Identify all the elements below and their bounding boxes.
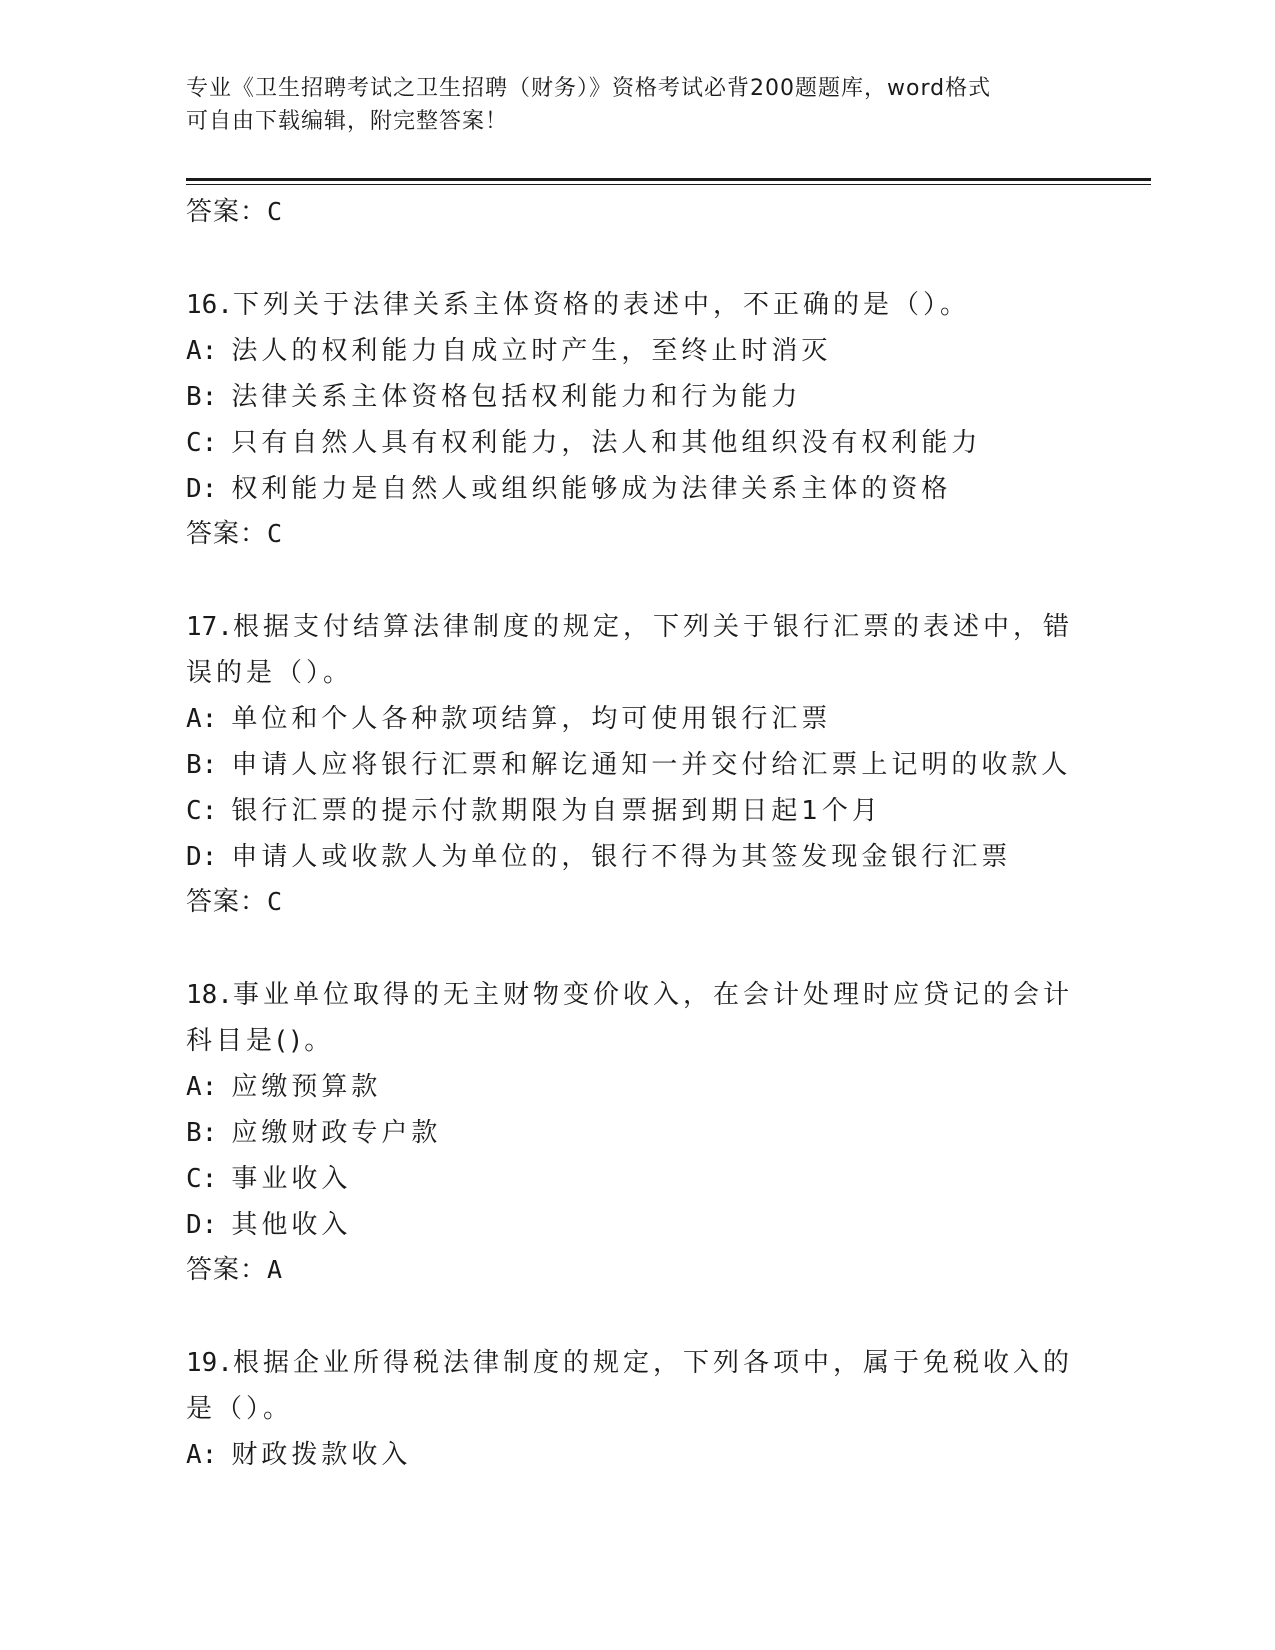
option-key: D:: [186, 842, 218, 872]
option-key: D:: [186, 1210, 218, 1240]
answer-value: C: [267, 519, 284, 548]
question-stem: [186, 282, 1086, 328]
question-number: 19.: [186, 1348, 233, 1378]
option-b: [186, 1110, 1086, 1156]
option-text: 法人的权利能力自成立时产生，至终止时消灭: [231, 336, 832, 366]
question-number: 18.: [186, 980, 233, 1010]
option-a: [186, 696, 1086, 742]
option-c: [186, 420, 1086, 466]
option-b: [186, 742, 1086, 788]
answer-value: A: [267, 1255, 284, 1284]
option-key: A:: [186, 336, 218, 366]
option-key: B:: [186, 1118, 218, 1148]
answer-line: [186, 512, 1086, 556]
option-key: A:: [186, 1072, 218, 1102]
option-a: [186, 328, 1086, 374]
option-text: 银行汇票的提示付款期限为自票据到期日起1个月: [231, 796, 882, 826]
option-key: A:: [186, 1440, 218, 1470]
option-key: C:: [186, 796, 218, 826]
option-key: B:: [186, 382, 218, 412]
option-key: C:: [186, 1164, 218, 1194]
option-text: 法律关系主体资格包括权利能力和行为能力: [231, 382, 802, 412]
question-19: [186, 1340, 1086, 1478]
answer-line: [186, 190, 1086, 234]
question-18: [186, 972, 1086, 1292]
header-rule-thin: [186, 184, 1151, 185]
option-a: [186, 1064, 1086, 1110]
option-text: 其他收入: [231, 1210, 352, 1240]
question-stem: [186, 972, 1086, 1064]
question-text: 根据企业所得税法律制度的规定，下列各项中，属于免税收入的是（）。: [186, 1348, 1073, 1424]
option-text: 权利能力是自然人或组织能够成为法律关系主体的资格: [231, 474, 952, 504]
document-header: [186, 72, 1066, 138]
question-stem: [186, 1340, 1086, 1432]
option-text: 申请人应将银行汇票和解讫通知一并交付给汇票上记明的收款人: [231, 750, 1072, 780]
option-d: [186, 466, 1086, 512]
header-rule-thick: [186, 178, 1151, 181]
answer-label: 答案：: [186, 197, 268, 227]
question-16: [186, 282, 1086, 556]
question-text: 根据支付结算法律制度的规定，下列关于银行汇票的表述中，错误的是（）。: [186, 612, 1073, 688]
option-text: 事业收入: [231, 1164, 352, 1194]
question-text: 下列关于法律关系主体资格的表述中，不正确的是（）。: [232, 290, 970, 320]
option-d: [186, 834, 1086, 880]
option-text: 申请人或收款人为单位的，银行不得为其签发现金银行汇票: [231, 842, 1012, 872]
option-text: 应缴预算款: [231, 1072, 382, 1102]
question-17: [186, 604, 1086, 924]
answer-label: 答案：: [186, 1255, 268, 1285]
answer-line: [186, 1248, 1086, 1292]
answer-label: 答案：: [186, 887, 268, 917]
question-stem: [186, 604, 1086, 696]
option-b: [186, 374, 1086, 420]
option-key: B:: [186, 750, 218, 780]
question-list: [186, 190, 1086, 1478]
option-text: 应缴财政专户款: [231, 1118, 442, 1148]
option-key: A:: [186, 704, 218, 734]
question-number: 17.: [186, 612, 233, 642]
option-text: 财政拨款收入: [231, 1440, 412, 1470]
question-text: 事业单位取得的无主财物变价收入，在会计处理时应贷记的会计科目是()。: [186, 980, 1073, 1056]
option-key: D:: [186, 474, 218, 504]
header-title-line-1: 专业《卫生招聘考试之卫生招聘（财务）》资格考试必背200题题库，word格式: [186, 76, 992, 101]
option-a: [186, 1432, 1086, 1478]
option-c: [186, 788, 1086, 834]
option-text: 单位和个人各种款项结算，均可使用银行汇票: [231, 704, 832, 734]
answer-value: C: [267, 197, 284, 226]
answer-label: 答案：: [186, 519, 268, 549]
answer-line: [186, 880, 1086, 924]
header-title-line-2: 可自由下载编辑，附完整答案！: [186, 109, 509, 134]
option-d: [186, 1202, 1086, 1248]
option-text: 只有自然人具有权利能力，法人和其他组织没有权利能力: [231, 428, 982, 458]
option-key: C:: [186, 428, 218, 458]
question-number: 16.: [186, 290, 233, 320]
answer-value: C: [267, 887, 284, 916]
option-c: [186, 1156, 1086, 1202]
